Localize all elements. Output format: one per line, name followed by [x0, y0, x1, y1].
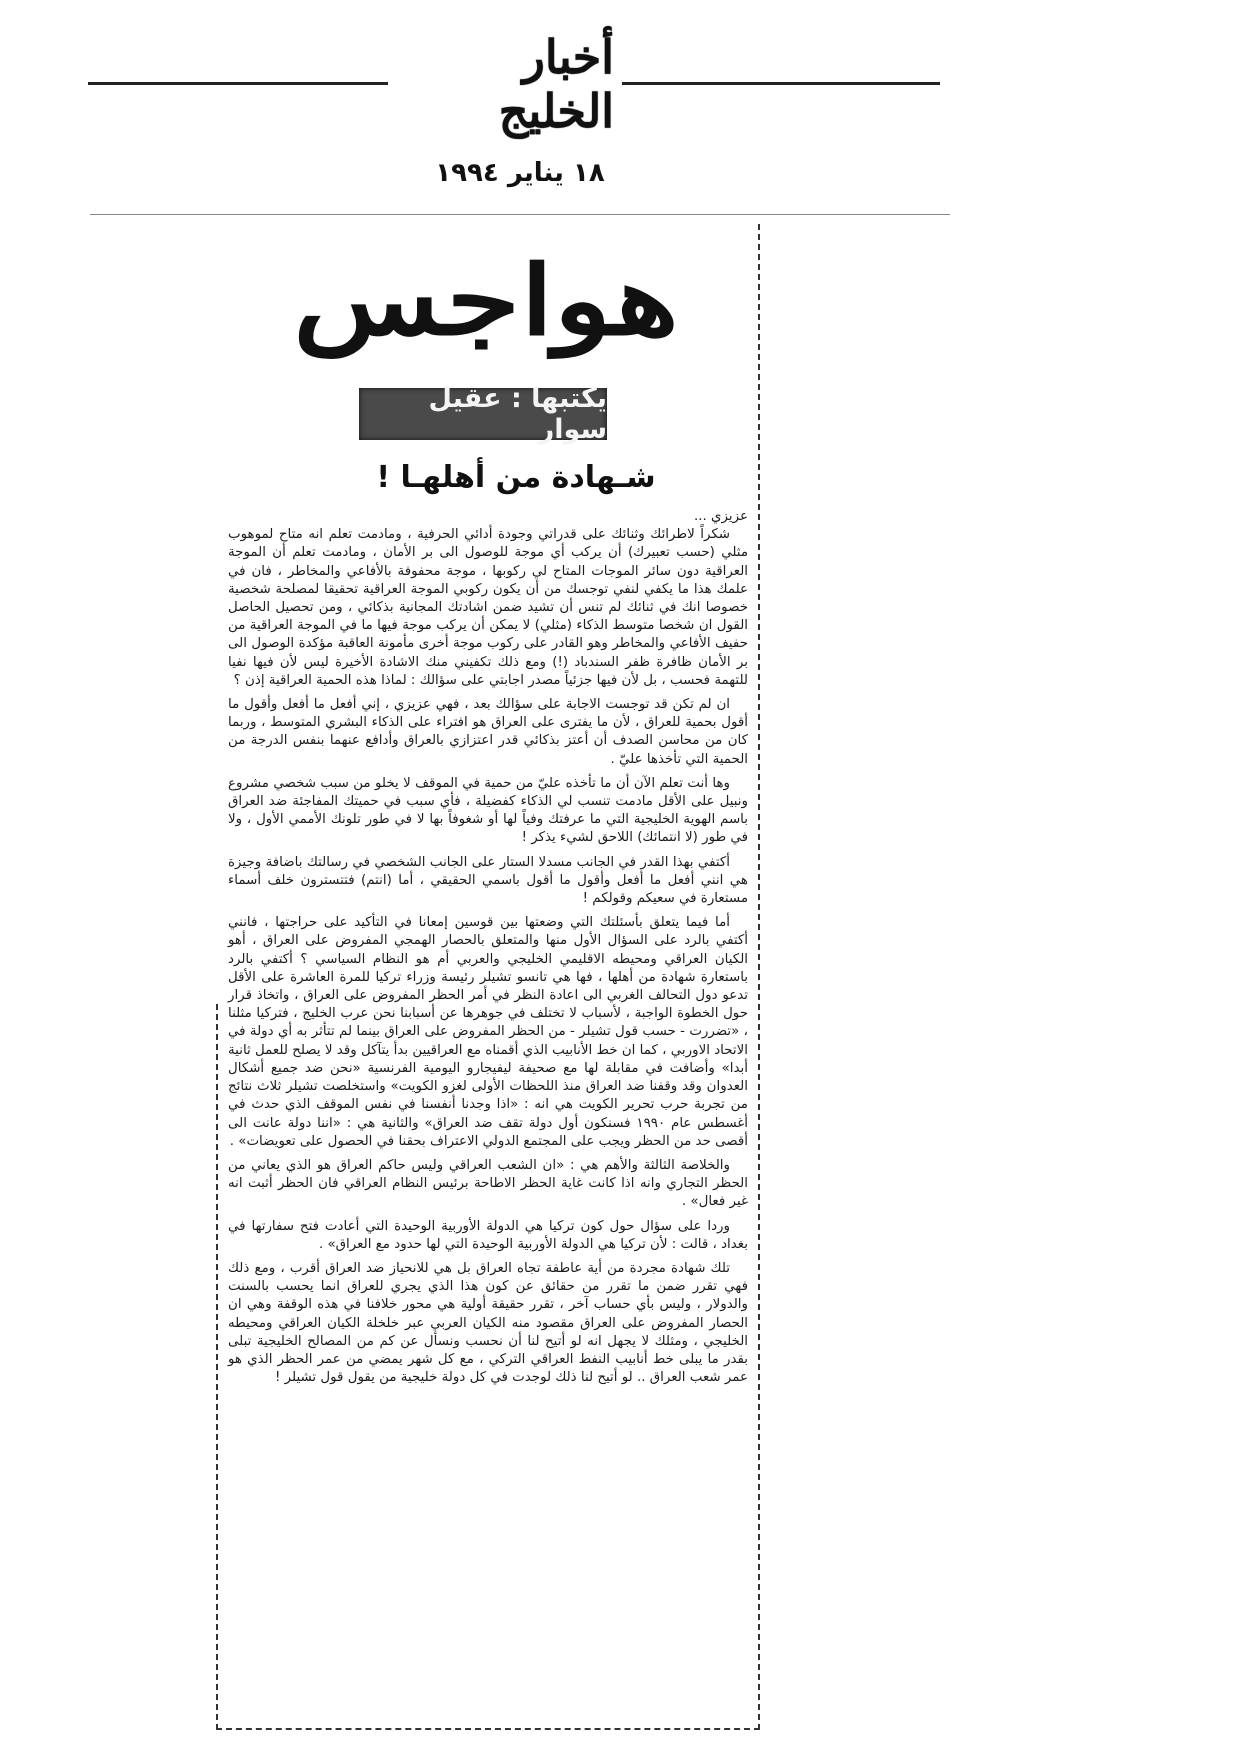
- publication-date: ١٨ يناير ١٩٩٤: [435, 158, 605, 188]
- article-headline: شـهادة من أهلهـا !: [376, 460, 656, 495]
- article-paragraph: ان لم تكن قد توجست الاجابة على سؤالك بعد ، فهي عزيزي ، إني أفعل ما أفعل وأقول ما أقول بحمية للعراق ، لأن ما يفترى على العراق هو افتراء على الذكاء البشري المتوسط ، وربما كان من محاسن الصدف أن أعتز بذكائي قدر اعتزازي بالعراق وأدافع عنهما بنفس الدرجة من الحمية التي تأخذها عليّ .: [228, 697, 748, 767]
- column-border-left: [216, 1004, 222, 1730]
- masthead-rule-right: [622, 82, 940, 85]
- article-paragraph: أما فيما يتعلق بأسئلتك التي وضعتها بين قوسين إمعانا في التأكيد على حراجتها ، فانني أكتفي بالرد على السؤال الأول منها والمتعلق بالحصار الهمجي المفروض على العراق ، أهو الكيان العراقي ومحيطه الاقليمي الخليجي والعربي أم هو النظام السياسي ؟ أكتفي بالرد باستعارة شهادة من أهلها ، فها هي تانسو تشيلر رئيسة وزراء تركيا للمرة العاشرة على الأقل تدعو دول التحالف الغربي الى اعادة النظر في أمر الحظر المفروض على العراق ، واتخاذ قرار حول الخطوة الواجبة ، لأسباب لا تختلف في جوهرها عن أسبابنا نحن عرب الخليج ، فتركيا مثلنا ، «تضررت - حسب قول تشيلر - من الحظر المفروض على العراق بينما لم تتأثر به أي دولة في الاتحاد الاوربي ، كما ان خط الأنابيب الذي أقمناه مع العراقيين بدأ يتآكل وقد لا يصلح للعمل ثانية أبدا» وأضافت في مقابلة لها مع صحيفة ليفيجارو اليومية الفرنسية «نحن ضد جميع أشكال العدوان وقد وقفنا ضد العراق منذ اللحظات الأولى لغزو الكويت» واستخلصت تشيلر ثلاث نتائج من تجربة حرب تحرير الكويت هي انه : «اذا وجدنا أنفسنا في نفس الموقف الذي حدث في أغسطس عام ١٩٩٠ فسنكون أول دولة تقف ضد العراق» والثانية هي : «اننا دولة عانت الى أقصى حد من الحظر ويجب على المجتمع الدولي الاعتراف بحقنا في الحصول على تعويضات» .: [228, 915, 749, 1149]
- column-title: هواجس: [293, 243, 679, 357]
- masthead-title: أخبار الخليج: [498, 30, 614, 138]
- newspaper-masthead: [396, 30, 614, 138]
- column-border-bottom: [216, 1724, 760, 1730]
- author-byline: يكتبها : عقيل سوار: [359, 388, 607, 440]
- article-paragraph: وردا على سؤال حول كون تركيا هي الدولة الأوربية الوحيدة التي أعادت فتح سفارتها في بغداد ، قالت : لأن تركيا هي الدولة الأوربية الوحيدة التي لها حدود مع العراق» .: [228, 1218, 748, 1252]
- article-column: [216, 224, 760, 1730]
- article-paragraph: وها أنت تعلم الآن أن ما تأخذه عليّ من حمية في الموقف لا يخلو من سبب شخصي مشروع ونبيل على الأقل مادمت تنسب لي الذكاء كفضيلة ، فأي سبب في حميتك المفاجئة ضد العراق باسم الهوية الخليجية التي ما عرفتك وفياً لها أو شغوفاً بها لا في طور تلونك الأممي الأول ، ولا في طور (لا انتمائك) اللاحق لشيء يذكر !: [228, 775, 748, 846]
- article-body: [228, 508, 748, 1718]
- article-greeting: عزيزي ...: [693, 509, 748, 524]
- column-border-right: [754, 224, 760, 1730]
- article-paragraph: أكتفي بهذا القدر في الجانب مسدلا الستار على الجانب الشخصي في رسالتك باضافة وجيزة هي انني أفعل ما أفعل وأقول ما أقول باسمي الحقيقي ، أما (انتم) فتتسترون خلف أسماء مستعارة في سعيكم وقولكم !: [228, 854, 748, 907]
- separator-rule: [90, 214, 950, 215]
- article-paragraph: تلك شهادة مجردة من أية عاطفة تجاه العراق بل هي للانحياز ضد العراق أقرب ، ومع ذلك فهي تقرر ضمن ما تقرر من حقائق عن كون هذا الذي يجري للعراق انما يحسب بالسنت والدولار ، وليس بأي حساب آخر ، تقرر حقيقة أولية هي محور خلافنا في هذه الوقفة وهي ان الحصار المفروض على العراق مقصود منه الكيان العربي عبر خلخلة الكيان العراقي ومحيطه الخليجي ، ومثلك لا يجهل انه لو أتيح لنا أن نحسب ونسأل عن كم من المصالح الخليجية تبلى بقدر ما يبلى خط أنابيب النفط العراقي التركي ، مع كل شهر يمضي من عمر الحظر الذي هو عمر شعب العراق .. لو أتيح لنا ذلك لوجدت في كل دولة خليجية من يقول قول تشيلر !: [228, 1260, 748, 1386]
- article-paragraph: والخلاصة الثالثة والأهم هي : «ان الشعب العراقي وليس حاكم العراق هو الذي يعاني من الحظر التجاري وانه اذا كانت غاية الحظر الاطاحة برئيس النظام العراقي فان الحظر أثبت انه غير فعال» .: [228, 1157, 748, 1210]
- masthead-rule-left: [88, 82, 388, 85]
- article-paragraph: شكراً لاطرائك وثنائك على قدراتي وجودة أدائي الحرفية ، ومادمت تعلم انه متاح لموهوب مثلي (حسب تعبيرك) أن يركب أي موجة للوصول الى بر الأمان ، ومادمت تعلم أن الموجة العراقية دون سائر الموجات المتاح لي ركوبها ، موجة محفوفة بالأفاعي والمخاطر ، فان في علمك هذا ما يكفي لنفي توجسك من أن يكون ركوبي الموجة العراقية تحقيقا لمصلحة شخصية خصوصا انك في ثنائك لم تنس أن تشيد ضمن اشادتك المجانية بذكائي ، ومن تحصيل الحاصل القول ان شخصا متوسط الذكاء (مثلي) لا يمكن أن يركب موجة فيها ما في الموجة العراقية من حفيف الأفاعي والمخاطر وهو القادر على ركوب موجة أخرى مأمونة العاقبة مؤكدة الوصول الى بر الأمان ظافرة ظفر السندباد (!) ومع ذلك تكفيني منك الاشادة الأخيرة ليس لأن فيها نفيا للتهمة فحسب ، بل لأن فيها جزئياً مصدر اجابتي على سؤالك : لماذا هذه الحمية العراقية إذن ؟: [228, 527, 748, 688]
